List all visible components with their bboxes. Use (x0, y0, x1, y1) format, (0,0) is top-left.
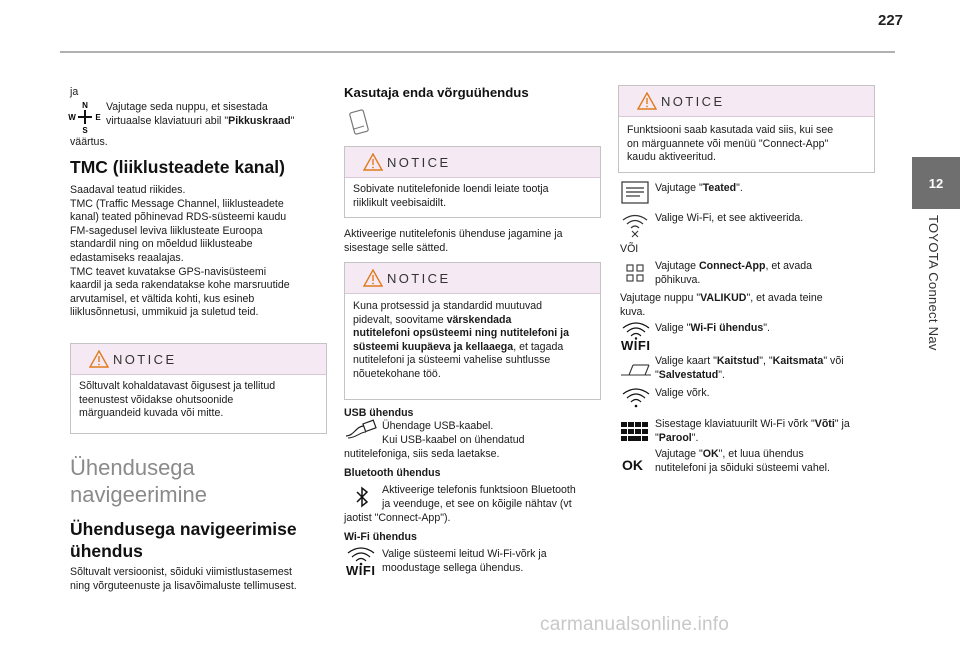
wifi-label: WIFI (346, 563, 376, 578)
or-text: VÕI (620, 243, 639, 255)
notice-box-update (344, 262, 601, 400)
bluetooth-step1: Aktiveerige telefonis funktsioon Bluetooth (382, 484, 576, 496)
header-divider (60, 51, 895, 53)
wifi-step2: moodustage sellega ühendus. (382, 562, 524, 574)
wifi-icon (619, 320, 653, 340)
usb-step3: nutitelefoniga, siis seda laetakse. (344, 448, 500, 460)
chapter-title-text: TOYOTA Connect Nav (926, 215, 941, 351)
warning-icon (637, 92, 657, 110)
compass-icon (68, 100, 102, 134)
usb-heading: USB ühendus (344, 407, 414, 419)
notice-box-connect-app (618, 85, 875, 173)
watermark: carmanualsonline.info (540, 614, 730, 635)
sharing-paragraph: Aktiveerige nutitelefonis ühenduse jagamine ja sisestage selle sätted. (344, 228, 563, 254)
notice-body: Sõltuvalt kohaldatavast õigusest ja tellitud teenustest võidakse ohutsoonide märguandeid kuvada või mitte. (79, 380, 276, 420)
step-enter-key-l2: "Parool". (655, 432, 699, 444)
step-options-l2: kuva. (620, 306, 646, 318)
notice-title: NOTICE (113, 352, 177, 367)
step-connect-app: Vajutage Connect-App, et avada (655, 260, 813, 272)
svg-text:N: N (82, 101, 88, 110)
notifications-icon (620, 180, 650, 206)
section-body: Sõltuvalt versioonist, sõiduki viimistlustasemest ning võrguteenuste ja lisavõimaluste tellimusest. (70, 566, 297, 592)
tabs-icon (619, 360, 653, 380)
bluetooth-icon (354, 485, 370, 509)
page-number: 227 (878, 12, 904, 29)
bluetooth-step3: jaotist "Connect-App"). (344, 512, 451, 524)
usb-cable-icon (344, 418, 378, 440)
section-heading: Ühendusega navigeerimise ühendus (70, 519, 297, 561)
notice-box-safety (70, 343, 327, 434)
notice-title: NOTICE (387, 155, 451, 170)
ok-button-icon: OK (622, 457, 643, 473)
warning-icon (89, 350, 109, 368)
step-choose-tab-l2: "Salvestatud". (655, 369, 725, 381)
notice-header (619, 86, 874, 117)
compass-line3: väärtus. (70, 136, 108, 148)
notice-body: Sobivate nutitelefonide loendi leiate tootja riiklikult veebisaidilt. (353, 183, 549, 209)
svg-text:E: E (95, 113, 101, 122)
step-choose-tab: Valige kaart "Kaitstud", "Kaitsmata" või (655, 355, 844, 367)
notice-title: NOTICE (661, 94, 725, 109)
notice-body: Funktsiooni saab kasutada vaid siis, kui see on märguannete või menüü "Connect-App" kaudu aktiveeritud. (627, 124, 834, 164)
wifi-icon (619, 386, 653, 410)
wifi-step1: Valige süsteemi leitud Wi-Fi-võrk ja (382, 548, 547, 560)
compass-line2: virtuaalse klaviatuuri abil "Pikkuskraad" (106, 115, 295, 127)
wifi-off-icon (620, 210, 650, 238)
step-wifi-connection: Valige "Wi-Fi ühendus". (655, 322, 770, 334)
notice-header (345, 263, 600, 294)
step-activate-wifi: Valige Wi-Fi, et see aktiveerida. (655, 212, 804, 224)
usb-step2: Kui USB-kaabel on ühendatud (382, 434, 525, 446)
smartphone-icon (344, 108, 374, 138)
step-options: Vajutage nuppu "VALIKUD", et avada teine (620, 292, 823, 304)
tmc-heading: TMC (liiklusteadete kanal) (70, 157, 285, 177)
bluetooth-step2: ja veenduge, et see on kõigile nähtav (vt (382, 498, 572, 510)
step-choose-network: Valige võrk. (655, 387, 710, 399)
svg-text:W: W (68, 113, 76, 122)
section-hero-title: Ühendusega navigeerimine (70, 455, 207, 507)
ja-text: ja (70, 86, 79, 98)
notice-box-phones (344, 146, 601, 218)
notice-header (71, 344, 326, 375)
chapter-tab[interactable]: 12 (912, 157, 960, 209)
warning-icon (363, 269, 383, 287)
tmc-body: Saadaval teatud riikides. TMC (Traffic Message Channel, liiklusteadete kanal) teated põhinevad RDS-süsteemi kaudu FM-sagedusel leviva liiklusteate Euroopa standardil ning on mõeldud liiklusteabe edastamiseks reaalajas. TMC teavet kuvatakse GPS-navisüsteemi kaardil ja seda rakendatakse kohe marsruutide arvutamisel, et vältida kohti, kus esineb liiklusõnnetusi, ummikuid ja suletud teid. (70, 184, 290, 319)
notice-header (345, 147, 600, 178)
notice-body: Kuna protsessid ja standardid muutuvad pidevalt, soovitame värskendada nutitelefoni opsüsteemi ning nutitelefoni ja süsteemi kuupäeva ja kellaaega, et tagada nutitelefoni ja süsteemi vahelise suhtlusse nõuetekohane töö. (353, 300, 569, 380)
bluetooth-heading: Bluetooth ühendus (344, 467, 441, 479)
own-connection-heading: Kasutaja enda võrguühendus (344, 85, 529, 100)
step-press-ok: Vajutage "OK", et luua ühendus (655, 448, 804, 460)
step-press-ok-l2: nutitelefoni ja sõiduki süsteemi vahel. (655, 462, 830, 474)
compass-line1: Vajutage seda nuppu, et sisestada (106, 101, 268, 113)
usb-step1: Ühendage USB-kaabel. (382, 420, 494, 432)
apps-grid-icon (624, 262, 646, 284)
keyboard-icon (620, 420, 650, 442)
notice-title: NOTICE (387, 271, 451, 286)
step-enter-key: Sisestage klaviatuurilt Wi-Fi võrk "Võti" ja (655, 418, 850, 430)
step-notifications: Vajutage "Teated". (655, 182, 743, 194)
wifi-label: WIFI (621, 338, 651, 353)
step-connect-app-l2: põhikuva. (655, 274, 701, 286)
warning-icon (363, 153, 383, 171)
wifi-heading: Wi-Fi ühendus (344, 531, 417, 543)
chapter-title (906, 215, 960, 435)
svg-text:S: S (82, 126, 88, 134)
